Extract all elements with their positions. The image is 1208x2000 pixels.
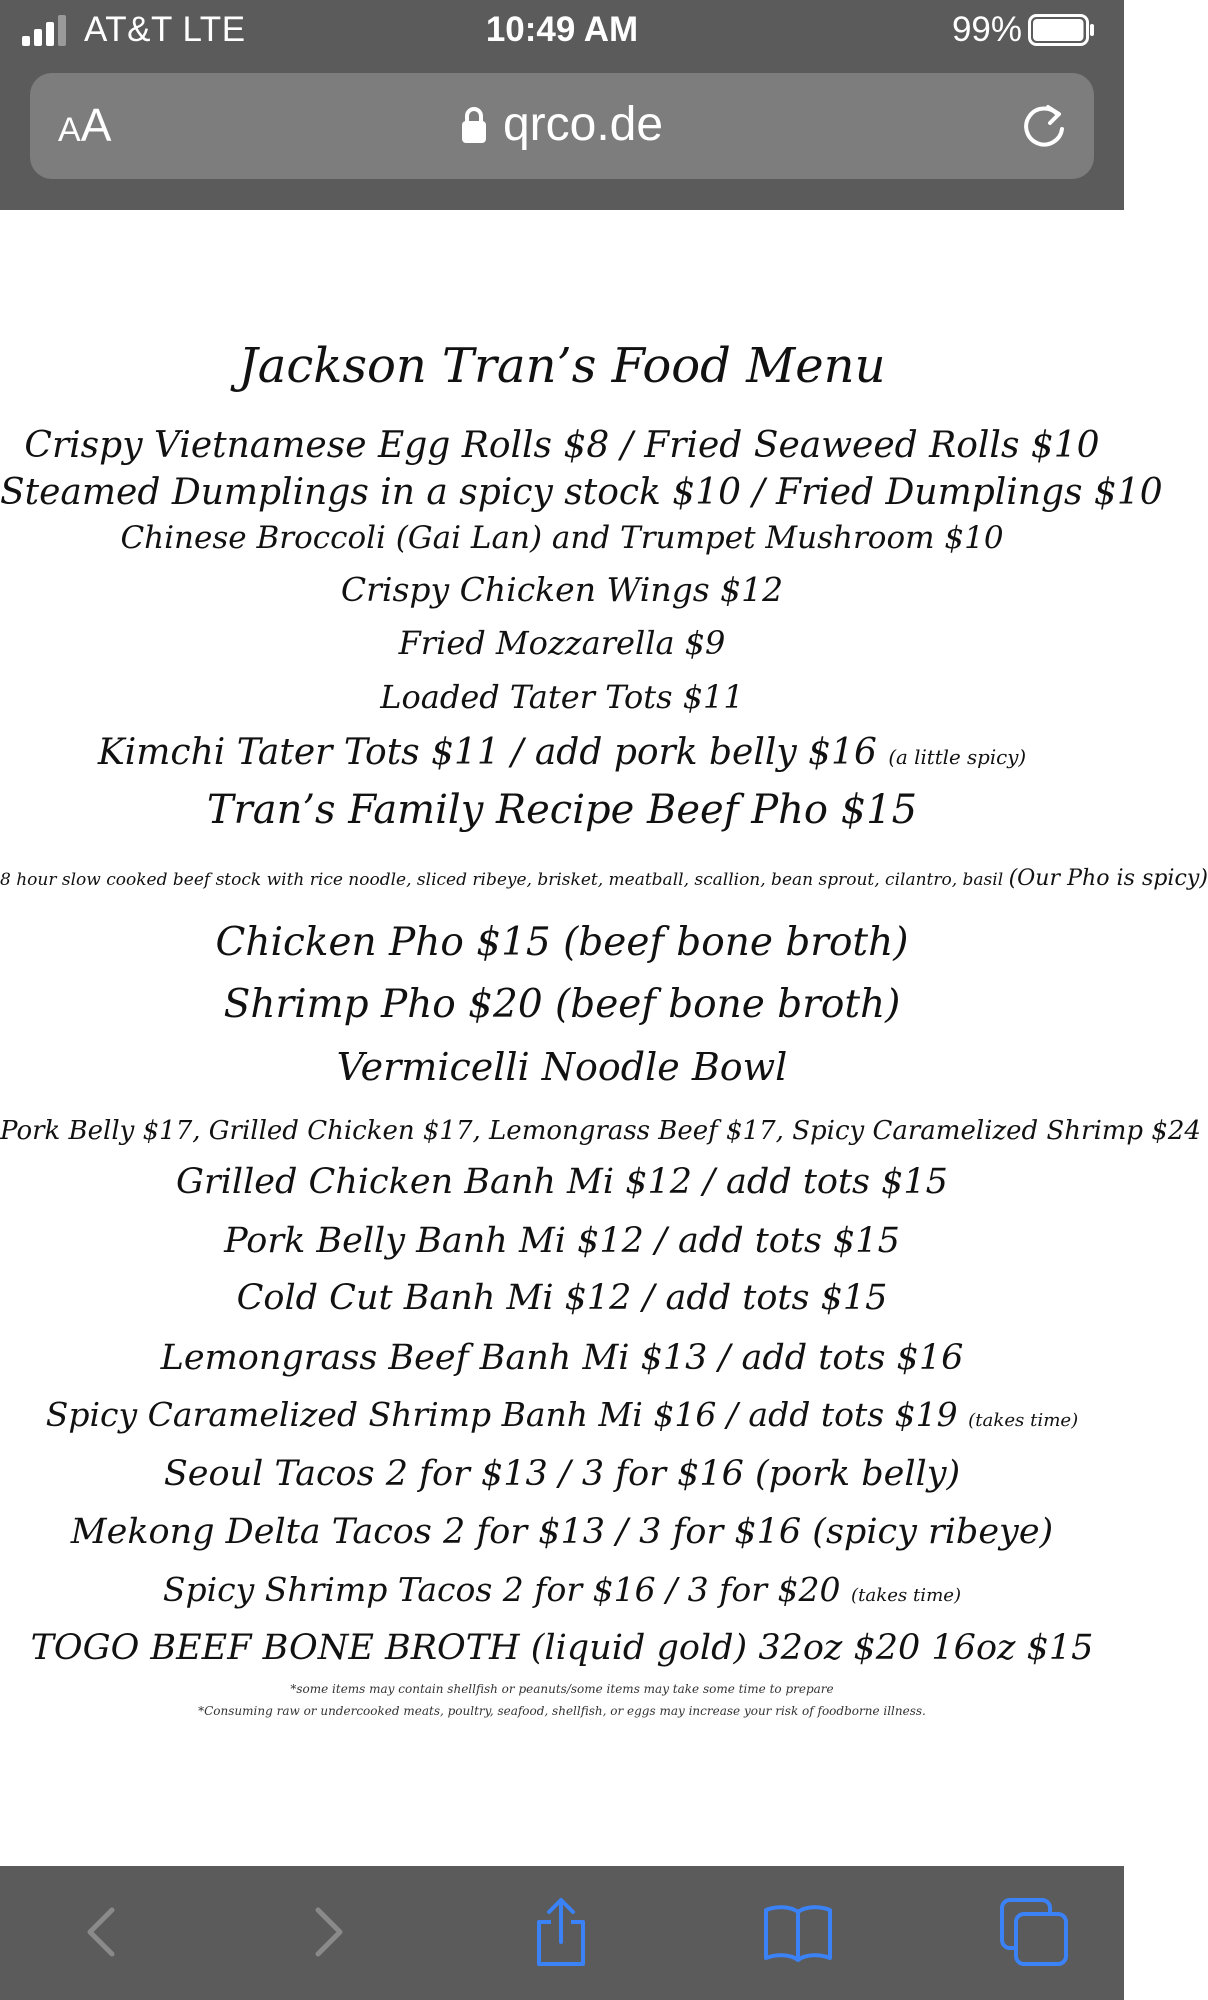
menu-item-text: Seoul Tacos 2 for $13 / 3 for $16 (pork belly): [163, 1454, 961, 1494]
menu-item: [0, 865, 1208, 891]
menu-item: [0, 982, 1124, 1027]
menu-item: [0, 520, 1124, 556]
menu-item: [0, 1338, 1124, 1378]
url-field[interactable]: [30, 95, 1094, 155]
menu-item: [0, 732, 1124, 773]
menu-item: [0, 1628, 1124, 1668]
menu-item-text: Vermicelli Noodle Bowl: [336, 1045, 788, 1089]
browser-top-chrome: [0, 0, 1124, 210]
menu-item-text: Tran’s Family Recipe Beef Pho $15: [206, 787, 918, 833]
menu-item-text: Shrimp Pho $20 (beef bone broth): [223, 982, 901, 1027]
menu-item-text: TOGO BEEF BONE BROTH (liquid gold) 32oz $20 16oz $15: [30, 1628, 1094, 1668]
battery-icon: [1028, 14, 1096, 46]
menu-item-text: Loaded Tater Tots $11: [380, 678, 744, 716]
menu-item: [0, 1221, 1124, 1261]
browser-toolbar: [0, 1866, 1124, 2000]
menu-item-note: (takes time): [851, 1585, 962, 1606]
menu-item: [0, 1395, 1124, 1434]
lock-icon: [461, 106, 487, 144]
status-bar: [0, 0, 1124, 62]
menu-item: [0, 624, 1124, 662]
menu-item-text: Chicken Pho $15 (beef bone broth): [215, 920, 909, 965]
menu-item-text: Cold Cut Banh Mi $12 / add tots $15: [236, 1278, 888, 1318]
menu-item-text: Steamed Dumplings in a spicy stock $10 / Fried Dumplings $10: [0, 472, 1163, 513]
disclaimer: *Consuming raw or undercooked meats, poultry, seafood, shellfish, or eggs may increase your risk of foodborne illness.: [198, 1704, 926, 1718]
battery-percent: 99%: [951, 10, 1022, 49]
menu-item-text: Crispy Chicken Wings $12: [340, 570, 784, 609]
menu-item-text: Chinese Broccoli (Gai Lan) and Trumpet Mushroom $10: [120, 520, 1004, 556]
menu-item-text: Spicy Caramelized Shrimp Banh Mi $16 / add tots $19: [45, 1395, 958, 1434]
menu-item: [0, 472, 1163, 513]
menu-item: [0, 1162, 1124, 1202]
menu-item: [0, 1454, 1124, 1494]
menu-item: [0, 1570, 1124, 1609]
disclaimer: *some items may contain shellfish or peanuts/some items may take some time to prepare: [290, 1682, 834, 1696]
forward-chevron-icon[interactable]: [290, 1896, 362, 1968]
food-menu: [0, 210, 1208, 1865]
tabs-icon[interactable]: [998, 1896, 1070, 1968]
menu-item-text: Lemongrass Beef Banh Mi $13 / add tots $16: [160, 1338, 964, 1378]
menu-item: [0, 920, 1124, 965]
menu-item-text: Fried Mozzarella $9: [398, 624, 726, 662]
text-size-label: AA: [58, 99, 112, 151]
menu-item-note: (Our Pho is spicy): [1008, 865, 1208, 891]
carrier-label: AT&T LTE: [84, 10, 246, 49]
menu-item: [0, 1116, 1201, 1146]
menu-item: [0, 1045, 1124, 1089]
menu-item-text: Spicy Shrimp Tacos 2 for $16 / 3 for $20: [162, 1570, 841, 1609]
menu-item-text: Grilled Chicken Banh Mi $12 / add tots $15: [176, 1162, 948, 1202]
share-icon[interactable]: [525, 1896, 597, 1968]
menu-item-text: Pork Belly $17, Grilled Chicken $17, Lemongrass Beef $17, Spicy Caramelized Shrimp $24: [0, 1116, 1201, 1146]
menu-item-note: (takes time): [968, 1410, 1079, 1431]
menu-item-text: Kimchi Tater Tots $11 / add pork belly $16: [97, 732, 877, 773]
menu-item-text: Mekong Delta Tacos 2 for $13 / 3 for $16 (spicy ribeye): [70, 1512, 1054, 1552]
menu-item: [0, 1512, 1124, 1552]
menu-item: [0, 425, 1124, 466]
address-bar[interactable]: [30, 73, 1094, 179]
menu-item-note: (a little spicy): [888, 746, 1027, 769]
back-chevron-icon[interactable]: [68, 1896, 140, 1968]
reload-icon[interactable]: [1018, 101, 1070, 153]
status-time: 10:49 AM: [485, 10, 639, 49]
bookmarks-icon[interactable]: [762, 1896, 834, 1968]
menu-item: [0, 570, 1124, 609]
menu-item: [0, 1278, 1124, 1318]
url-text: qrco.de: [502, 98, 664, 151]
menu-title: Jackson Tran’s Food Menu: [238, 338, 886, 394]
menu-item-text: Pork Belly Banh Mi $12 / add tots $15: [224, 1221, 900, 1261]
menu-item: [0, 787, 1124, 833]
menu-item: [0, 678, 1124, 716]
menu-item-text: 8 hour slow cooked beef stock with rice noodle, sliced ribeye, brisket, meatball, scallion, bean sprout, cilantro, basil: [0, 870, 1004, 890]
menu-item-text: Crispy Vietnamese Egg Rolls $8 / Fried Seaweed Rolls $10: [24, 425, 1100, 466]
